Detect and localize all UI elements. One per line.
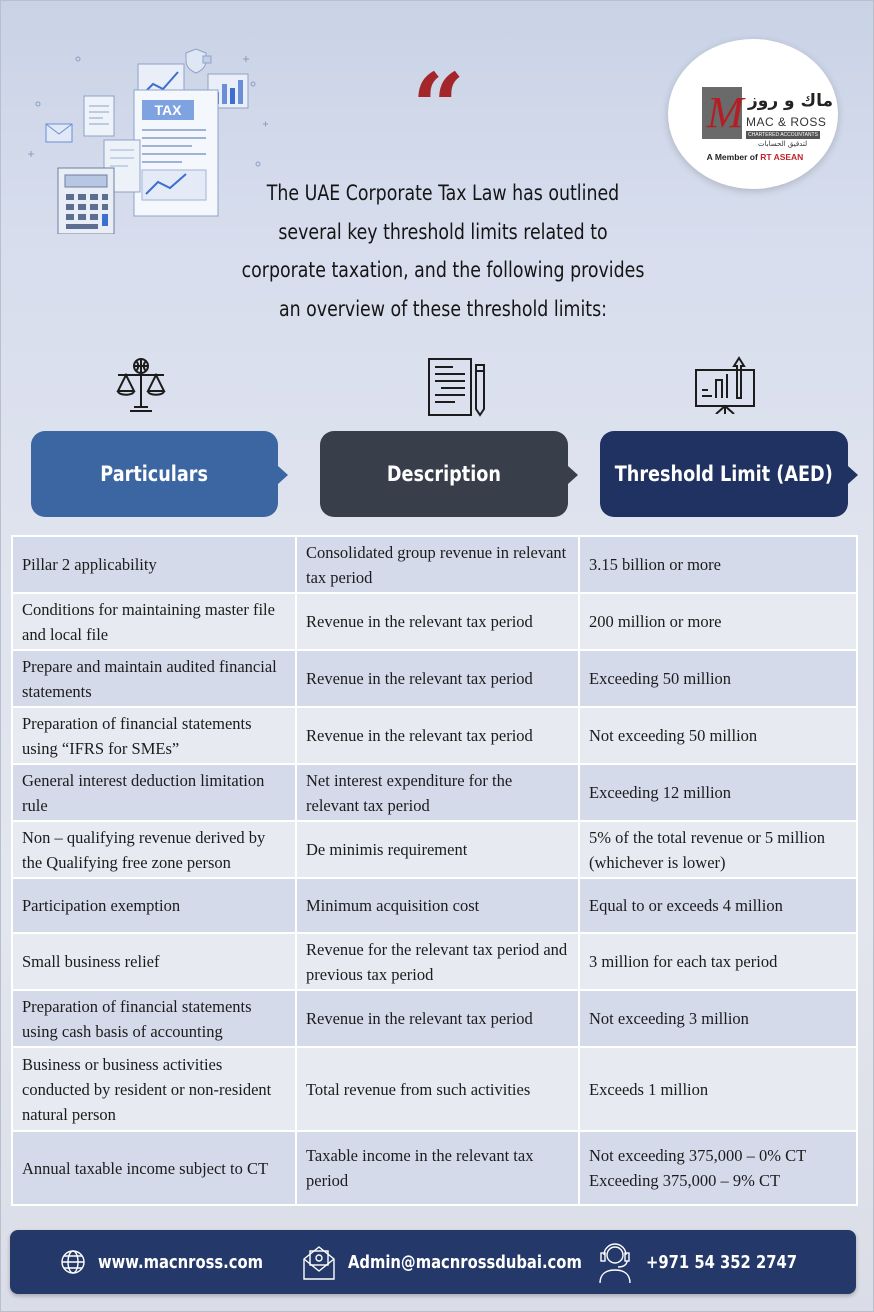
table-row (12, 1047, 857, 1131)
member-network: RT ASEAN (760, 152, 804, 162)
intro-line: an overview of these threshold limits: (278, 296, 608, 321)
intro-line: corporate taxation, and the following provides (241, 258, 645, 282)
table-row (12, 990, 857, 1047)
cell-description: Total revenue from such activities (296, 1047, 579, 1131)
threshold-table (11, 535, 858, 1206)
cell-particular: General interest deduction limitation rule (12, 764, 296, 821)
table-row (12, 821, 857, 878)
logo-mark: M (702, 87, 742, 139)
contact-footer (10, 1230, 856, 1294)
cell-threshold: Exceeding 50 million (579, 650, 857, 707)
cell-description: Net interest expenditure for the relevant tax period (296, 764, 579, 821)
cell-threshold: 3 million for each tax period (579, 933, 857, 990)
header-particulars (31, 431, 278, 517)
cell-description: Revenue for the relevant tax period and previous tax period (296, 933, 579, 990)
cell-particular: Pillar 2 applicability (12, 536, 296, 593)
scales-globe-icon (110, 355, 172, 417)
cell-particular: Small business relief (12, 933, 296, 990)
presentation-chart-icon (694, 352, 756, 414)
cell-particular: Conditions for maintaining master file and local file (12, 593, 296, 650)
table-row (12, 764, 857, 821)
cell-description: Consolidated group revenue in relevant tax period (296, 536, 579, 593)
support-agent-icon (596, 1241, 634, 1283)
intro-line: The UAE Corporate Tax Law has outlined (266, 181, 620, 205)
cell-description: Revenue in the relevant tax period (296, 990, 579, 1047)
cell-threshold: Equal to or exceeds 4 million (579, 878, 857, 933)
quote-mark: “ (412, 53, 465, 161)
cell-threshold: Not exceeding 3 million (579, 990, 857, 1047)
header-threshold (600, 431, 848, 517)
cell-threshold: 200 million or more (579, 593, 857, 650)
cell-description: Revenue in the relevant tax period (296, 650, 579, 707)
table-row (12, 933, 857, 990)
cell-description: Taxable income in the relevant tax period (296, 1131, 579, 1205)
cell-particular: Preparation of financial statements using “IFRS for SMEs” (12, 707, 296, 764)
cell-threshold: 3.15 billion or more (579, 536, 857, 593)
pill-arrow (278, 466, 288, 484)
document-pen-icon (426, 357, 488, 419)
cell-threshold: Not exceeding 375,000 – 0% CT Exceeding 375,000 – 9% CT (579, 1131, 857, 1205)
pill-arrow (568, 466, 578, 484)
table-row (12, 878, 857, 933)
mac-ross-logo (668, 39, 838, 189)
header-description-label: Description (386, 462, 502, 486)
table-row (12, 707, 857, 764)
cell-particular: Participation exemption (12, 878, 296, 933)
table-row (12, 536, 857, 593)
logo-member-line (690, 152, 820, 162)
cell-particular: Non – qualifying revenue derived by the Qualifying free zone person (12, 821, 296, 878)
cell-particular: Prepare and maintain audited financial statements (12, 650, 296, 707)
table-row (12, 1131, 857, 1205)
email-text: Admin@macnrossdubai.com (348, 1251, 582, 1273)
header-particulars-label: Particulars (100, 462, 209, 486)
header-threshold-label: Threshold Limit (AED) (614, 462, 834, 486)
tax-illustration (18, 44, 270, 234)
logo-brand-name: MAC & ROSS (746, 115, 827, 129)
svg-text:TAX: TAX (154, 102, 182, 118)
cell-threshold: Exceeding 12 million (579, 764, 857, 821)
cell-threshold: 5% of the total revenue or 5 million (whichever is lower) (579, 821, 857, 878)
logo-arabic-name: ماك و روز (748, 91, 834, 111)
cell-description: Revenue in the relevant tax period (296, 707, 579, 764)
logo-tagline: CHARTERED ACCOUNTANTS (746, 131, 820, 139)
cell-particular: Annual taxable income subject to CT (12, 1131, 296, 1205)
cell-threshold: Not exceeding 50 million (579, 707, 857, 764)
website-text: www.macnross.com (98, 1251, 264, 1273)
pill-arrow (848, 466, 858, 484)
email-icon (302, 1243, 336, 1281)
member-prefix: A Member of (706, 152, 761, 162)
cell-description: Minimum acquisition cost (296, 878, 579, 933)
cell-particular: Business or business activities conducted by resident or non-resident natural person (12, 1047, 296, 1131)
globe-icon (60, 1249, 86, 1275)
logo-arabic-tagline: لتدقيق الحسابات (758, 140, 808, 148)
cell-threshold: Exceeds 1 million (579, 1047, 857, 1131)
intro-paragraph (240, 174, 647, 328)
table-row (12, 593, 857, 650)
email-link[interactable] (302, 1230, 633, 1294)
phone-text: +971 54 352 2747 (646, 1251, 798, 1273)
website-link[interactable] (60, 1230, 299, 1294)
cell-particular: Preparation of financial statements using cash basis of accounting (12, 990, 296, 1047)
header-description (320, 431, 568, 517)
cell-description: Revenue in the relevant tax period (296, 593, 579, 650)
intro-line: several key threshold limits related to (278, 219, 608, 244)
phone-link[interactable] (596, 1230, 830, 1294)
table-row (12, 650, 857, 707)
cell-description: De minimis requirement (296, 821, 579, 878)
